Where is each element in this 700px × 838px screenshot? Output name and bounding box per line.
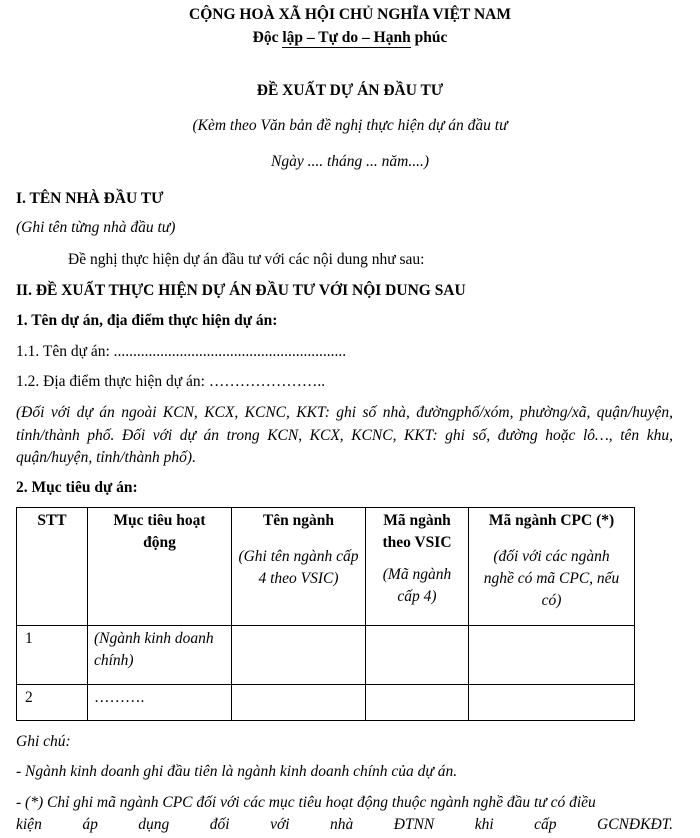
row-1-objective: (Ngành kinh doanh chính) <box>88 626 232 685</box>
section-2-heading: II. ĐỀ XUẤT THỰC HIỆN DỰ ÁN ĐẦU TƯ VỚI NỘI DUNG SAU <box>16 282 466 299</box>
table-row <box>17 626 635 685</box>
document-date-line: Ngày .... tháng ... năm....) <box>270 153 429 170</box>
note-cpc-line-2 <box>16 816 673 834</box>
header-vsic-code-note: (Mã ngành cấp 4) <box>382 566 452 605</box>
note-word: cấp <box>534 816 557 833</box>
row-1-cpc-code <box>469 626 635 685</box>
objectives-table <box>16 507 635 721</box>
note-word: ĐTNN <box>393 816 435 833</box>
note-word: với <box>270 816 290 833</box>
header-cpc-code: Mã ngành CPC (*) (đối với các ngành nghề có mã CPC, nếu có) <box>469 508 635 626</box>
row-2-cpc-code <box>469 685 635 721</box>
note-word: nhà <box>330 816 354 833</box>
project-location-line: 1.2. Địa điểm thực hiện dự án: ………………….. <box>16 373 326 390</box>
section-1-intro: Đề nghị thực hiện dự án đầu tư với các nội dung như sau: <box>68 251 425 268</box>
location-note: (Đối với dự án ngoài KCN, KCX, KCNC, KKT: ghi số nhà, đườngphố/xóm, phường/xã, quận/huyện, tỉnh/thành phố. Đối với dự án trong KCN, KCX, KCNC, KKT: ghi số, đường hoặc lô…, tên khu, quận/huyện, tỉnh/thành phố). <box>16 404 673 466</box>
note-word: GCNĐKĐT. <box>597 816 673 833</box>
row-2-industry-name <box>232 685 366 721</box>
notes-label: Ghi chú: <box>16 733 71 750</box>
header-stt: STT <box>17 508 88 626</box>
motto-underlined: lập – Tự do – Hạnh <box>282 29 411 46</box>
document-title: ĐỀ XUẤT DỰ ÁN ĐẦU TƯ <box>256 82 444 99</box>
section-1-note: (Ghi tên từng nhà đầu tư) <box>16 219 176 236</box>
project-name-line: 1.1. Tên dự án: ............................................................ <box>16 343 347 360</box>
section-1-heading: I. TÊN NHÀ ĐẦU TƯ <box>16 190 164 207</box>
row-2-objective: ………. <box>88 685 232 721</box>
header-industry-name-note: (Ghi tên ngành cấp 4 theo VSIC) <box>238 548 359 587</box>
row-1-vsic-code <box>366 626 469 685</box>
header-industry-name: Tên ngành (Ghi tên ngành cấp 4 theo VSIC) <box>232 508 366 626</box>
note-word: đối <box>209 816 230 833</box>
national-motto <box>0 29 700 47</box>
country-name: CỘNG HOÀ XÃ HỘI CHỦ NGHĨA VIỆT NAM <box>189 6 511 23</box>
note-word: khi <box>474 816 494 833</box>
note-cpc-line-1: - (*) Chỉ ghi mã ngành CPC đối với các mục tiêu hoạt động thuộc ngành nghề đầu tư có điều <box>16 794 596 811</box>
note-word: áp <box>82 816 98 833</box>
motto-start: Độc <box>252 29 283 46</box>
item-1-heading: 1. Tên dự án, địa điểm thực hiện dự án: <box>16 312 278 329</box>
header-cpc-code-note: (đối với các ngành nghề có mã CPC, nếu có) <box>483 548 620 609</box>
header-objective: Mục tiêu hoạt động <box>88 508 232 626</box>
note-main-industry: - Ngành kinh doanh ghi đầu tiên là ngành kinh doanh chính của dự án. <box>16 763 458 780</box>
row-2-vsic-code <box>366 685 469 721</box>
note-word: dụng <box>138 816 170 833</box>
note-word: kiện <box>16 816 42 833</box>
row-1-stt: 1 <box>17 626 88 685</box>
row-2-stt: 2 <box>17 685 88 721</box>
item-2-heading: 2. Mục tiêu dự án: <box>16 479 138 496</box>
document-subtitle: (Kèm theo Văn bản đề nghị thực hiện dự án đầu tư <box>192 117 508 134</box>
table-header-row <box>17 508 635 626</box>
motto-end: phúc <box>410 29 448 46</box>
table-row <box>17 685 635 721</box>
row-1-industry-name <box>232 626 366 685</box>
header-vsic-code: Mã ngành theo VSIC (Mã ngành cấp 4) <box>366 508 469 626</box>
